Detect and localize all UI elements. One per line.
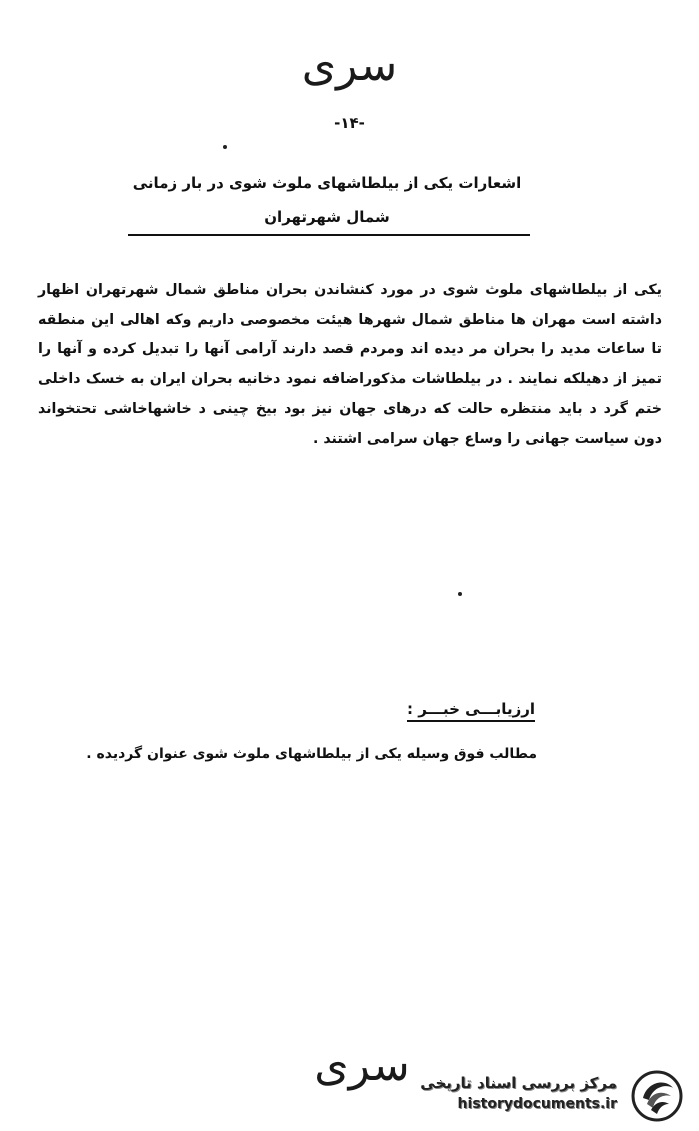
document-body: یکی از بیلطاشهای ملوث شوی در مورد کنشاندن بحران مناطق شمال شهرتهران اظهار داشته است مهران ها مناطق شمال شهرها هیئت مخصوصی داریم وکه اهالی این منطقه تا ساعات مدید را بحران مر دیده اند ومردم قصد دارند آرامی آنها را تبدیل کرده و آنها را تمیز از دهیلکه نمایند . در بیلطاشات مذکوراضافه نمود دخانیه بحران ایران به خسک داخلی ختم گرد د باید منتظره حالت که درهای جهان نیز بود بیخ چینی د خاشهاخاشی تحتخواند دون سیاست جهانی را وساع جهان سرامی اشتند .	[38, 282, 662, 447]
classification-stamp-bottom: سری	[314, 1040, 410, 1091]
speck-mark	[458, 592, 462, 596]
watermark-name: مرکز بررسی اسناد تاریخی	[420, 1074, 617, 1092]
watermark-url: historydocuments.ir	[457, 1096, 617, 1112]
historydocuments-logo-icon	[629, 1068, 685, 1124]
title-underline	[128, 234, 530, 236]
watermark	[395, 1066, 685, 1124]
evaluation-label: ارزیابـــی خبـــر :	[407, 700, 535, 722]
speck-mark	[223, 145, 227, 149]
document-title: اشعارات یکی از بیلطاشهای ملوث شوی در بار زمانی شمال شهرتهران	[132, 174, 522, 226]
evaluation-text: مطالب فوق وسیله یکی از بیلطاشهای ملوث شوی عنوان گردیده .	[86, 746, 537, 762]
page-number: -۱۴-	[334, 114, 365, 132]
classification-stamp-top: سری	[301, 40, 398, 91]
